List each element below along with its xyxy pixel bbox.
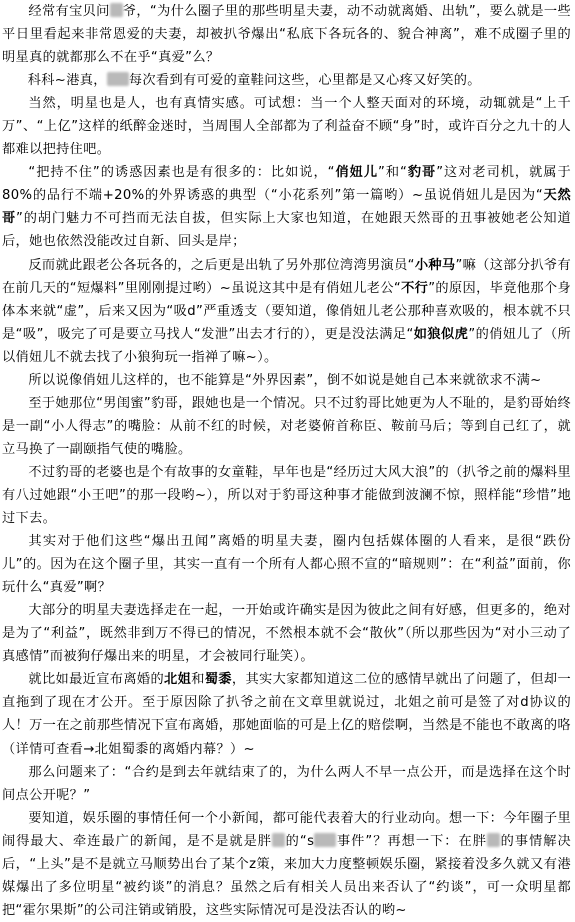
paragraph-2 (2, 69, 571, 92)
redaction-blur (487, 833, 500, 847)
paragraph-6 (2, 369, 571, 392)
text-run: 事件”？再想一下：在胖 (336, 833, 487, 849)
text-run: 爷，“为什么圈子里的那些明星夫妻，动不动就离婚、出轨”，要么就是一些平日里看起来非常恩爱的夫妻，却被扒爷爆出“私底下各玩各的、貌合神离”，难不成圈子里的明星真的就都那么不在乎“真爱”么？ (2, 4, 572, 66)
text-run: ”这对老司机，就属于80%的品行不端+20%的外界诱惑的典型（“小花系列”第一篇哟）~虽说俏妞儿是因为“ (2, 165, 571, 204)
text-run: 就比如最近宣布离婚的 (28, 672, 165, 688)
text-run: 反而就此跟老公各玩各的，之后更是出轨了另外那位湾湾男演员“ (28, 257, 415, 273)
bold-term: 如狼似虎 (413, 326, 469, 342)
paragraph-13 (2, 807, 571, 922)
text-run: 和 (191, 672, 205, 688)
paragraph-7 (2, 392, 571, 461)
text-run: 至于她那位“男闺蜜”豹哥，跟她也是一个情况。只不过豹哥比她更为人不耻的，是豹哥始终是一副“小人得志”的嘴脸：从前不红的时候，对老婆俯首称臣、鞍前马后；等到自己红了，就立马换了一副颐指气使的嘴脸。 (2, 395, 571, 457)
text-run: 不过豹哥的老婆也是个有故事的女童鞋，早年也是“经历过大风大浪”的（扒爷之前的爆料里有八过她跟“小王吧”的那一段哟~），所以对于豹哥这种事才能做到波澜不惊，照样能“珍惜”地过下去。 (2, 464, 571, 527)
redaction-blur (110, 3, 123, 17)
text-run: ，其实大家都知道这二位的感情早就出了问题了，但却一直拖到了现在才公开。至于原因除了扒爷之前在文章里就说过，北姐之前可是签了对d协议的人！万一在之前那些情况下宣布离婚，那她面临的可是上亿的赔偿啊，当然是不能也不敢离的咯（详情可查看→北姐蜀黍的离婚内幕？）~ (2, 672, 572, 757)
text-run: 每次看到有可爱的童鞋问这些，心里都是又心疼又好笑的。 (128, 73, 481, 89)
paragraph-10 (2, 599, 571, 668)
paragraph-9 (2, 530, 571, 599)
text-run: 的“s (285, 833, 315, 849)
text-run: 的事情解决后，“上头”是不是就立马顺势出台了某个z策，来加大力度整顿娱乐圈，紧接着没多久就又有港媒爆出了多位明星“被约谈”的消息？虽然之后有相关人员出来否认了“约谈”，可一众明星都把“霍尔果斯”的公司注销或销股，这些实际情况可是没法否认的哟~ (2, 833, 571, 918)
text-run: “把持不住”的诱惑因素也是有很多的：比如说，“ (28, 165, 335, 181)
paragraph-12 (2, 761, 571, 807)
bold-term: 不行 (401, 280, 429, 296)
paragraph-5 (2, 254, 571, 369)
text-run: ”和“ (378, 165, 408, 181)
text-run: 所以说像俏妞儿这样的，也不能算是“外界因素”，倒不如说是她自己本来就欲求不满~ (28, 372, 542, 388)
text-run: 经常有宝贝问 (28, 4, 110, 19)
text-run: 那么问题来了：“合约是到去年就结束了的，为什么两人不早一点公开，而是选择在这个时间点公开呢？” (2, 764, 571, 803)
text-run: 科科~港真， (27, 73, 107, 89)
bold-term: 蜀黍 (204, 672, 232, 688)
bold-term: 北姐 (164, 672, 192, 688)
text-run: 当然，明星也是人，也有真情实感。可试想：当一个人整天面对的环境，动辄就是“上千万”、“上亿”这样的纸醉金迷时，当周围人全部都为了利益奋不顾“身”时，或许百分之九十的人都难以把持住吧。 (2, 96, 571, 158)
redaction-blur (107, 72, 129, 86)
paragraph-11 (2, 668, 571, 760)
text-run: ”嘛（这部分扒爷有在前几天的“短爆料”里刚刚提过哟）~虽说这其中是有俏妞儿老公“ (2, 257, 571, 296)
paragraph-1 (2, 0, 571, 69)
text-run: ”的胡门魅力不可挡而无法自拔，但实际上大家也知道，在她跟天然哥的丑事被她老公知道后，她也依然没能改过自新、回头是岸； (2, 211, 571, 250)
bold-term: 俏妞儿 (334, 165, 378, 181)
paragraph-3 (2, 92, 571, 161)
text-run: 大部分的明星夫妻选择走在一起，一开始或许确实是因为彼此之间有好感，但更多的，绝对是为了“利益”，既然非到万不得已的情况，不然根本就不会“散伙”（所以那些因为“对小三动了真感情”而被狗仔爆出来的明星，才会被同行耻笑）。 (2, 603, 571, 665)
bold-term: 天然哥 (2, 188, 571, 227)
redaction-blur (314, 833, 336, 847)
bold-term: 豹哥 (407, 165, 437, 181)
text-run: ”的俏妞儿了（所以俏妞儿不就去找了小狼狗玩一指禅了嘛~）。 (2, 326, 571, 365)
paragraph-4 (2, 161, 571, 253)
bold-term: 小种马 (414, 257, 456, 273)
paragraph-8 (2, 461, 571, 530)
text-run: 要知道，娱乐圈的事情任何一个小新闻，都可能代表着大的行业动向。想一下：今年圈子里闹得最大、牵连最广的新闻，是不是就是胖 (2, 810, 571, 849)
redaction-blur (272, 833, 285, 847)
text-run: 其实对于他们这些“爆出丑闻”离婚的明星夫妻，圈内包括媒体圈的人看来，是很“跌份儿”的。因为在这个圈子里，其实一直有一个所有人都心照不宣的“暗规则”：在“利益”面前，你玩什么“真爱”啊？ (2, 534, 571, 596)
text-run: ”的原因，毕竟他那个身体本来就“虚”，后来又因为“吸d”严重透支（要知道，像俏妞儿老公那种喜欢吸的，根本就不只是“吸”，吸完了可是要立马找人“发泄”出去才行的），更是没法满足“ (2, 280, 571, 342)
article-body (2, 0, 571, 922)
